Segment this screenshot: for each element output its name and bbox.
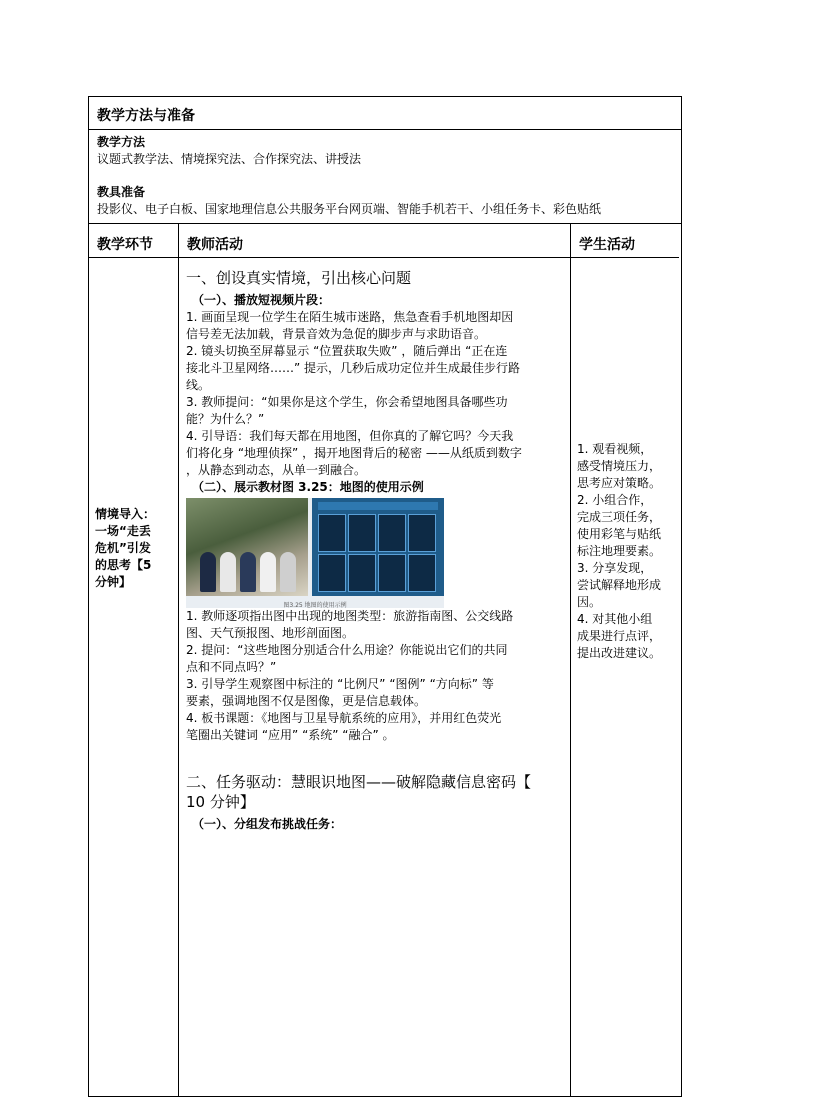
question-3: 3. 引导学生观察图中标注的 “比例尺” “图例” “方向标” 等 要素，强调地图不仅是图像，更是信息载体。 [186, 677, 494, 708]
student-cell [571, 258, 679, 1031]
student-column [571, 224, 679, 1096]
teacher-cell [179, 258, 570, 858]
header-student: 学生活动 [571, 224, 679, 258]
subheading-tasks: （一）、分组发布挑战任务： [192, 817, 343, 831]
student-line: 1. 观看视频， [577, 442, 653, 456]
subheading-video: （一）、播放短视频片段： [192, 293, 331, 307]
student-line: 4. 对其他小组 [577, 612, 653, 626]
section-title: 教学方法与准备 [89, 97, 681, 130]
teacher-column [179, 224, 571, 1096]
student-line: 2. 小组合作， [577, 493, 653, 507]
stage-line: 的思考【5 [95, 558, 152, 572]
paragraph-4: 4. 引导语：我们每天都在用地图，但你真的了解它吗？今天我 们将化身 “地理侦探” ，揭开地图背后的秘密 ——从纸质到数字 ，从静态到动态，从单一到融合。 [186, 429, 522, 477]
student-line: 完成三项任务， [577, 510, 662, 524]
student-line: 成果进行点评， [577, 629, 662, 643]
paragraph-2: 2. 镜头切换至屏幕显示 “位置获取失败” ，随后弹出 “正在连 接北斗卫星网络……” 提示，几秒后成功定位并生成最佳步行路 线。 [186, 344, 521, 392]
stage-column [89, 224, 179, 1096]
methods-text: 议题式教学法、情境探究法、合作探究法、讲授法 [97, 152, 362, 166]
students-photo [186, 498, 308, 596]
methods-heading: 教学方法 [97, 135, 146, 149]
student-line: 提出改进建议。 [577, 646, 662, 660]
preparation-block [89, 130, 681, 224]
student-line: 标注地理要素。 [577, 544, 662, 558]
header-teacher: 教师活动 [179, 224, 570, 258]
student-line: 尝试解释地形成 [577, 578, 662, 592]
question-2: 2. 提问：“这些地图分别适合什么用途？你能说出它们的共同 点和不同点吗？” [186, 643, 508, 674]
activity-table [89, 224, 681, 1096]
figure-map-usage [186, 498, 444, 608]
figure-caption: 图3.25 地图的使用示例 [283, 602, 347, 609]
tools-heading: 教具准备 [97, 185, 146, 199]
section-heading-2: 二、任务驱动：慧眼识地图——破解隐藏信息密码【 10 分钟】 [186, 773, 532, 811]
stage-cell [89, 258, 178, 1096]
paragraph-3: 3. 教师提问：“如果你是这个学生，你会希望地图具备哪些功 能？为什么？” [186, 395, 508, 426]
student-line: 感受情境压力， [577, 459, 662, 473]
stage-line: 一场“走丢 [95, 524, 151, 538]
paragraph-1: 1. 画面呈现一位学生在陌生城市迷路，焦急查看手机地图却因 信号差无法加载，背景音效为急促的脚步声与求助语音。 [186, 310, 514, 341]
subheading-figure: （二）、展示教材图 3.25：地图的使用示例 [192, 480, 424, 494]
student-line: 因。 [577, 595, 602, 609]
student-line: 思考应对策略。 [577, 476, 662, 490]
question-1: 1. 教师逐项指出图中出现的地图类型：旅游指南图、公交线路 图、天气预报图、地形剖面图。 [186, 609, 514, 640]
student-line: 3. 分享发现， [577, 561, 653, 575]
student-line: 使用彩笔与贴纸 [577, 527, 662, 541]
tools-text: 投影仪、电子白板、国家地理信息公共服务平台网页端、智能手机若干、小组任务卡、彩色贴纸 [97, 202, 602, 216]
stage-line: 危机”引发 [95, 541, 151, 555]
section-heading-1: 一、创设真实情境，引出核心问题 [186, 269, 412, 287]
stage-line: 情境导入： [95, 507, 156, 521]
header-stage: 教学环节 [89, 224, 178, 258]
navigation-screens [312, 498, 444, 596]
stage-line: 分钟】 [95, 575, 132, 589]
lesson-plan-table [88, 96, 682, 1097]
question-4: 4. 板书课题：《地图与卫星导航系统的应用》，并用红色荧光 笔圈出关键词 “应用” “系统” “融合” 。 [186, 711, 502, 742]
